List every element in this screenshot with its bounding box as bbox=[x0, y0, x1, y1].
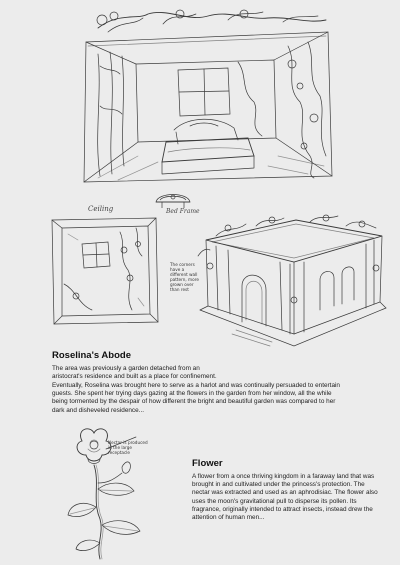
abode-paragraph-1: The area was previously a garden detached from an aristocrat's residence and built as a place for confinement. bbox=[52, 365, 217, 381]
building-sketch bbox=[176, 210, 388, 352]
ceiling-sketch bbox=[48, 214, 162, 328]
flower-title: Flower bbox=[192, 458, 223, 469]
flower-note: Nectar is produced in the large receptacle bbox=[108, 440, 148, 455]
building-note: The corners have a different wall pattern, more grown over than rest bbox=[170, 262, 199, 292]
bedroom-sketch bbox=[78, 6, 340, 194]
bed-frame-label: Bed Frame bbox=[166, 208, 200, 215]
abode-paragraph-2: Eventually, Roselina was brought here to serve as a harlot and was continually persuaded to entertain guests. She spent her trying days gazing at the flowers in the garden from her window, all the while being tormented by the despair of how different the bright and beautiful garden was compared to her dark and disheveled residence... bbox=[52, 382, 340, 414]
flower-paragraph-1: A flower from a once thriving kingdom in a faraway land that was brought in and cultivated under the princess's protection. The nectar was extracted and used as an aphrodisiac. The flower also uses the moon's gravitational pull to disperse its pollen. Its fragrance, originally intended to attract insects, instead drew the attention of human men... bbox=[192, 473, 378, 522]
abode-title: Roselina's Abode bbox=[52, 350, 131, 361]
ceiling-label: Ceiling bbox=[88, 205, 114, 213]
